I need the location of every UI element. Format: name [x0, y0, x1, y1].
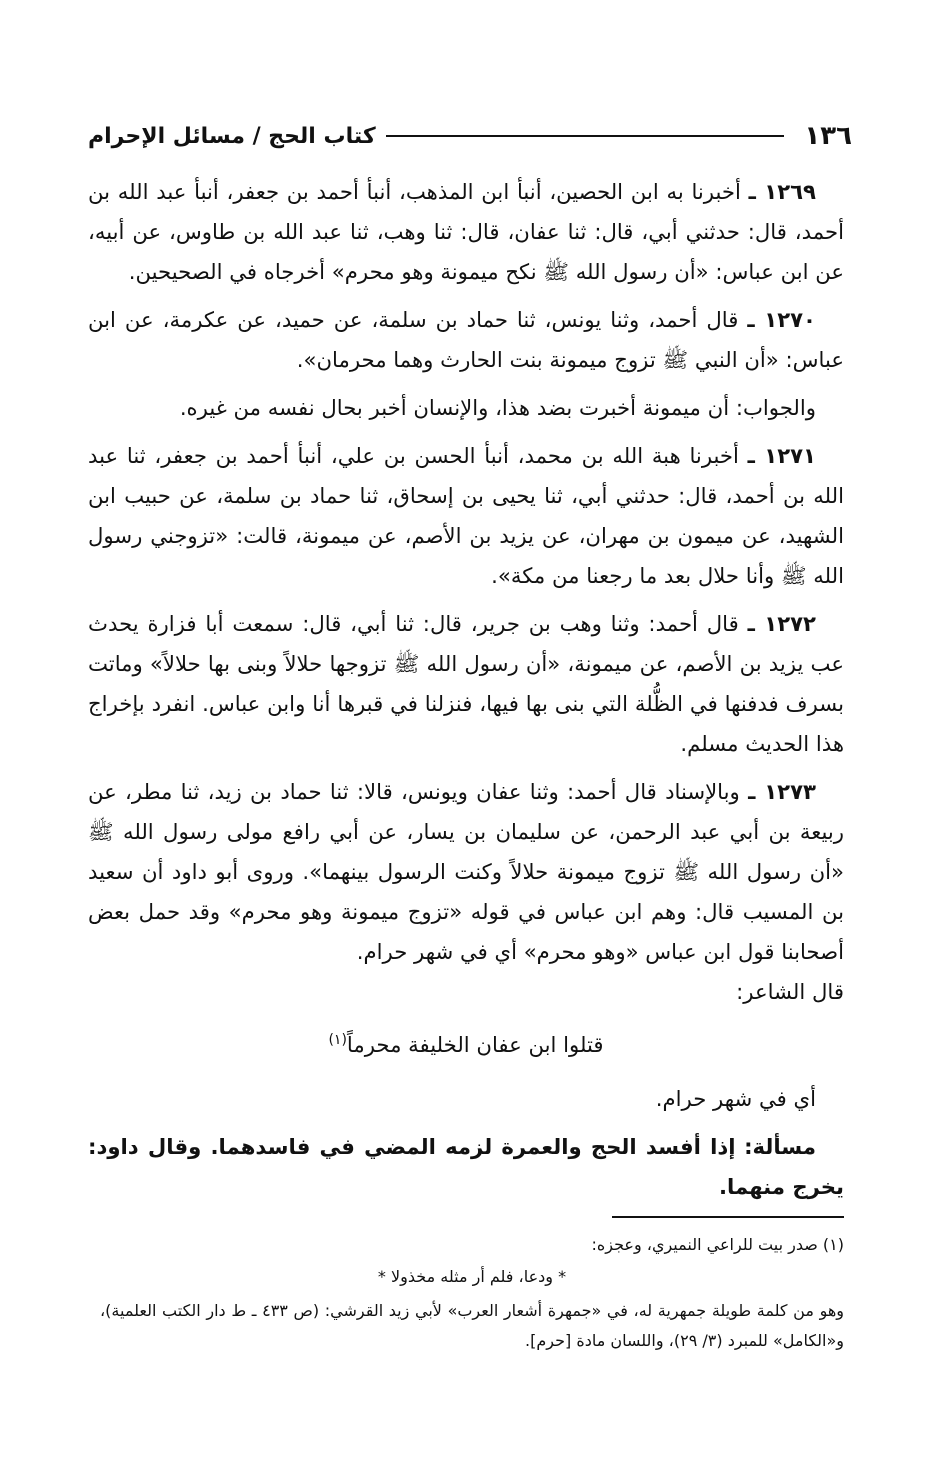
paragraph-text: وبالإسناد قال أحمد: وثنا عفان ويونس، قالا: ثنا حماد بن زيد، ثنا مطر، عن ربيعة بن أبي عبد الرحمن، عن سليمان بن يسار، عن أبي رافع مولى رسول الله ﷺ «أن رسول الله ﷺ تزوج ميمونة حلالاً وكنت الرسول بينهما». وروى أبو داود أن سعيد بن المسيب قال: وهم ابن عباس في قوله «تزوج ميمونة وهو محرم» وقد حمل بعض أصحابنا قول ابن عباس «وهو محرم» أي في شهر حرام.: [88, 779, 844, 964]
paragraph-1271: [88, 436, 844, 596]
footnote-ref: (١): [328, 1032, 347, 1048]
paragraph-text: والجواب: أن ميمونة أخبرت بضد هذا، والإنسان أخبر بحال نفسه من غيره.: [179, 395, 816, 420]
verse-line: [88, 1020, 844, 1065]
hadith-number: ١٢٦٩ ـ: [748, 179, 816, 204]
paragraph-1273: [88, 772, 844, 1012]
masala-label: مسألة:: [744, 1134, 816, 1160]
masala-heading: [88, 1127, 844, 1207]
hadith-number: ١٢٧٢ ـ: [747, 611, 816, 636]
page-body: [88, 172, 844, 1215]
masala-text: إذا أفسد الحج والعمرة لزمه المضي في فاسدهما. وقال داود: يخرج منهما.: [88, 1134, 844, 1200]
paragraph-text: قال أحمد، وثنا يونس، ثنا حماد بن سلمة، عن حميد، عن عكرمة، عن ابن عباس: «أن النبي ﷺ تزوج ميمونة بنت الحارث وهما محرمان».: [88, 307, 844, 372]
after-verse: [88, 1079, 844, 1119]
paragraph-text: أخبرنا هبة الله بن محمد، أنبأ الحسن بن علي، أنبأ أحمد بن جعفر، ثنا عبد الله بن أحمد، قال: حدثني أبي، ثنا يحيى بن إسحاق، ثنا حماد بن سلمة، عن حبيب ابن الشهيد، عن ميمون بن مهران، عن يزيد بن الأصم، عن ميمونة، قالت: «تزوجني رسول الله ﷺ وأنا حلال بعد ما رجعنا من مكة».: [88, 443, 844, 588]
footnote-source: وهو من كلمة طويلة جمهرية له، في «جمهرة أشعار العرب» لأبي زيد القرشي: (ص ٤٣٣ ـ ط دار الكتب العلمية)، و«الكامل» للمبرد (٣/ ٢٩)، واللسان مادة [حرم].: [100, 1301, 844, 1350]
running-title: كتاب الحج / مسائل الإحرام: [88, 123, 376, 149]
page-number: ١٣٦: [804, 121, 852, 151]
hadith-number: ١٢٧٠ ـ: [747, 307, 816, 332]
verse-text: قتلوا ابن عفان الخليفة محرماً: [346, 1032, 604, 1058]
footnotes: [100, 1230, 844, 1356]
after-verse-text: أي في شهر حرام.: [655, 1086, 816, 1112]
paragraph-1269: [88, 172, 844, 292]
poet-intro: قال الشاعر:: [736, 979, 844, 1004]
paragraph-text: قال أحمد: وثنا وهب بن جرير، قال: ثنا أبي، قال: سمعت أبا فزارة يحدث عب يزيد بن الأصم، عن ميمونة، «أن رسول الله ﷺ تزوجها حلالاً وبنى بها حلالاً» وماتت بسرف فدفنها في الظُّلة التي بنى بها فيها، فنزلنا في قبرها أنا وابن عباس. انفرد بإخراج هذا الحديث مسلم.: [88, 611, 844, 756]
footnote-rule: [612, 1216, 844, 1218]
page-header: [88, 118, 852, 154]
hadith-number: ١٢٧١ ـ: [747, 443, 816, 468]
paragraph-1270: [88, 300, 844, 380]
paragraph-text: أخبرنا به ابن الحصين، أنبأ ابن المذهب، أنبأ أحمد بن جعفر، أنبأ عبد الله بن أحمد، قال: حدثني أبي، قال: ثنا عفان، قال: ثنا وهب، ثنا عبد الله بن طاوس، عن أبيه، عن ابن عباس: «أن رسول الله ﷺ نكح ميمونة وهو محرم» أخرجاه في الصحيحين.: [88, 179, 844, 284]
paragraph-answer: [88, 388, 844, 428]
hadith-number: ١٢٧٣ ـ: [748, 779, 816, 804]
header-rule: [386, 135, 785, 137]
paragraph-1272: [88, 604, 844, 764]
footnote-verse: * ودعا، فلم أر مثله مخذولا *: [377, 1267, 567, 1286]
footnote-1: (١) صدر بيت للراعي النميري، وعجزه:: [591, 1235, 844, 1254]
